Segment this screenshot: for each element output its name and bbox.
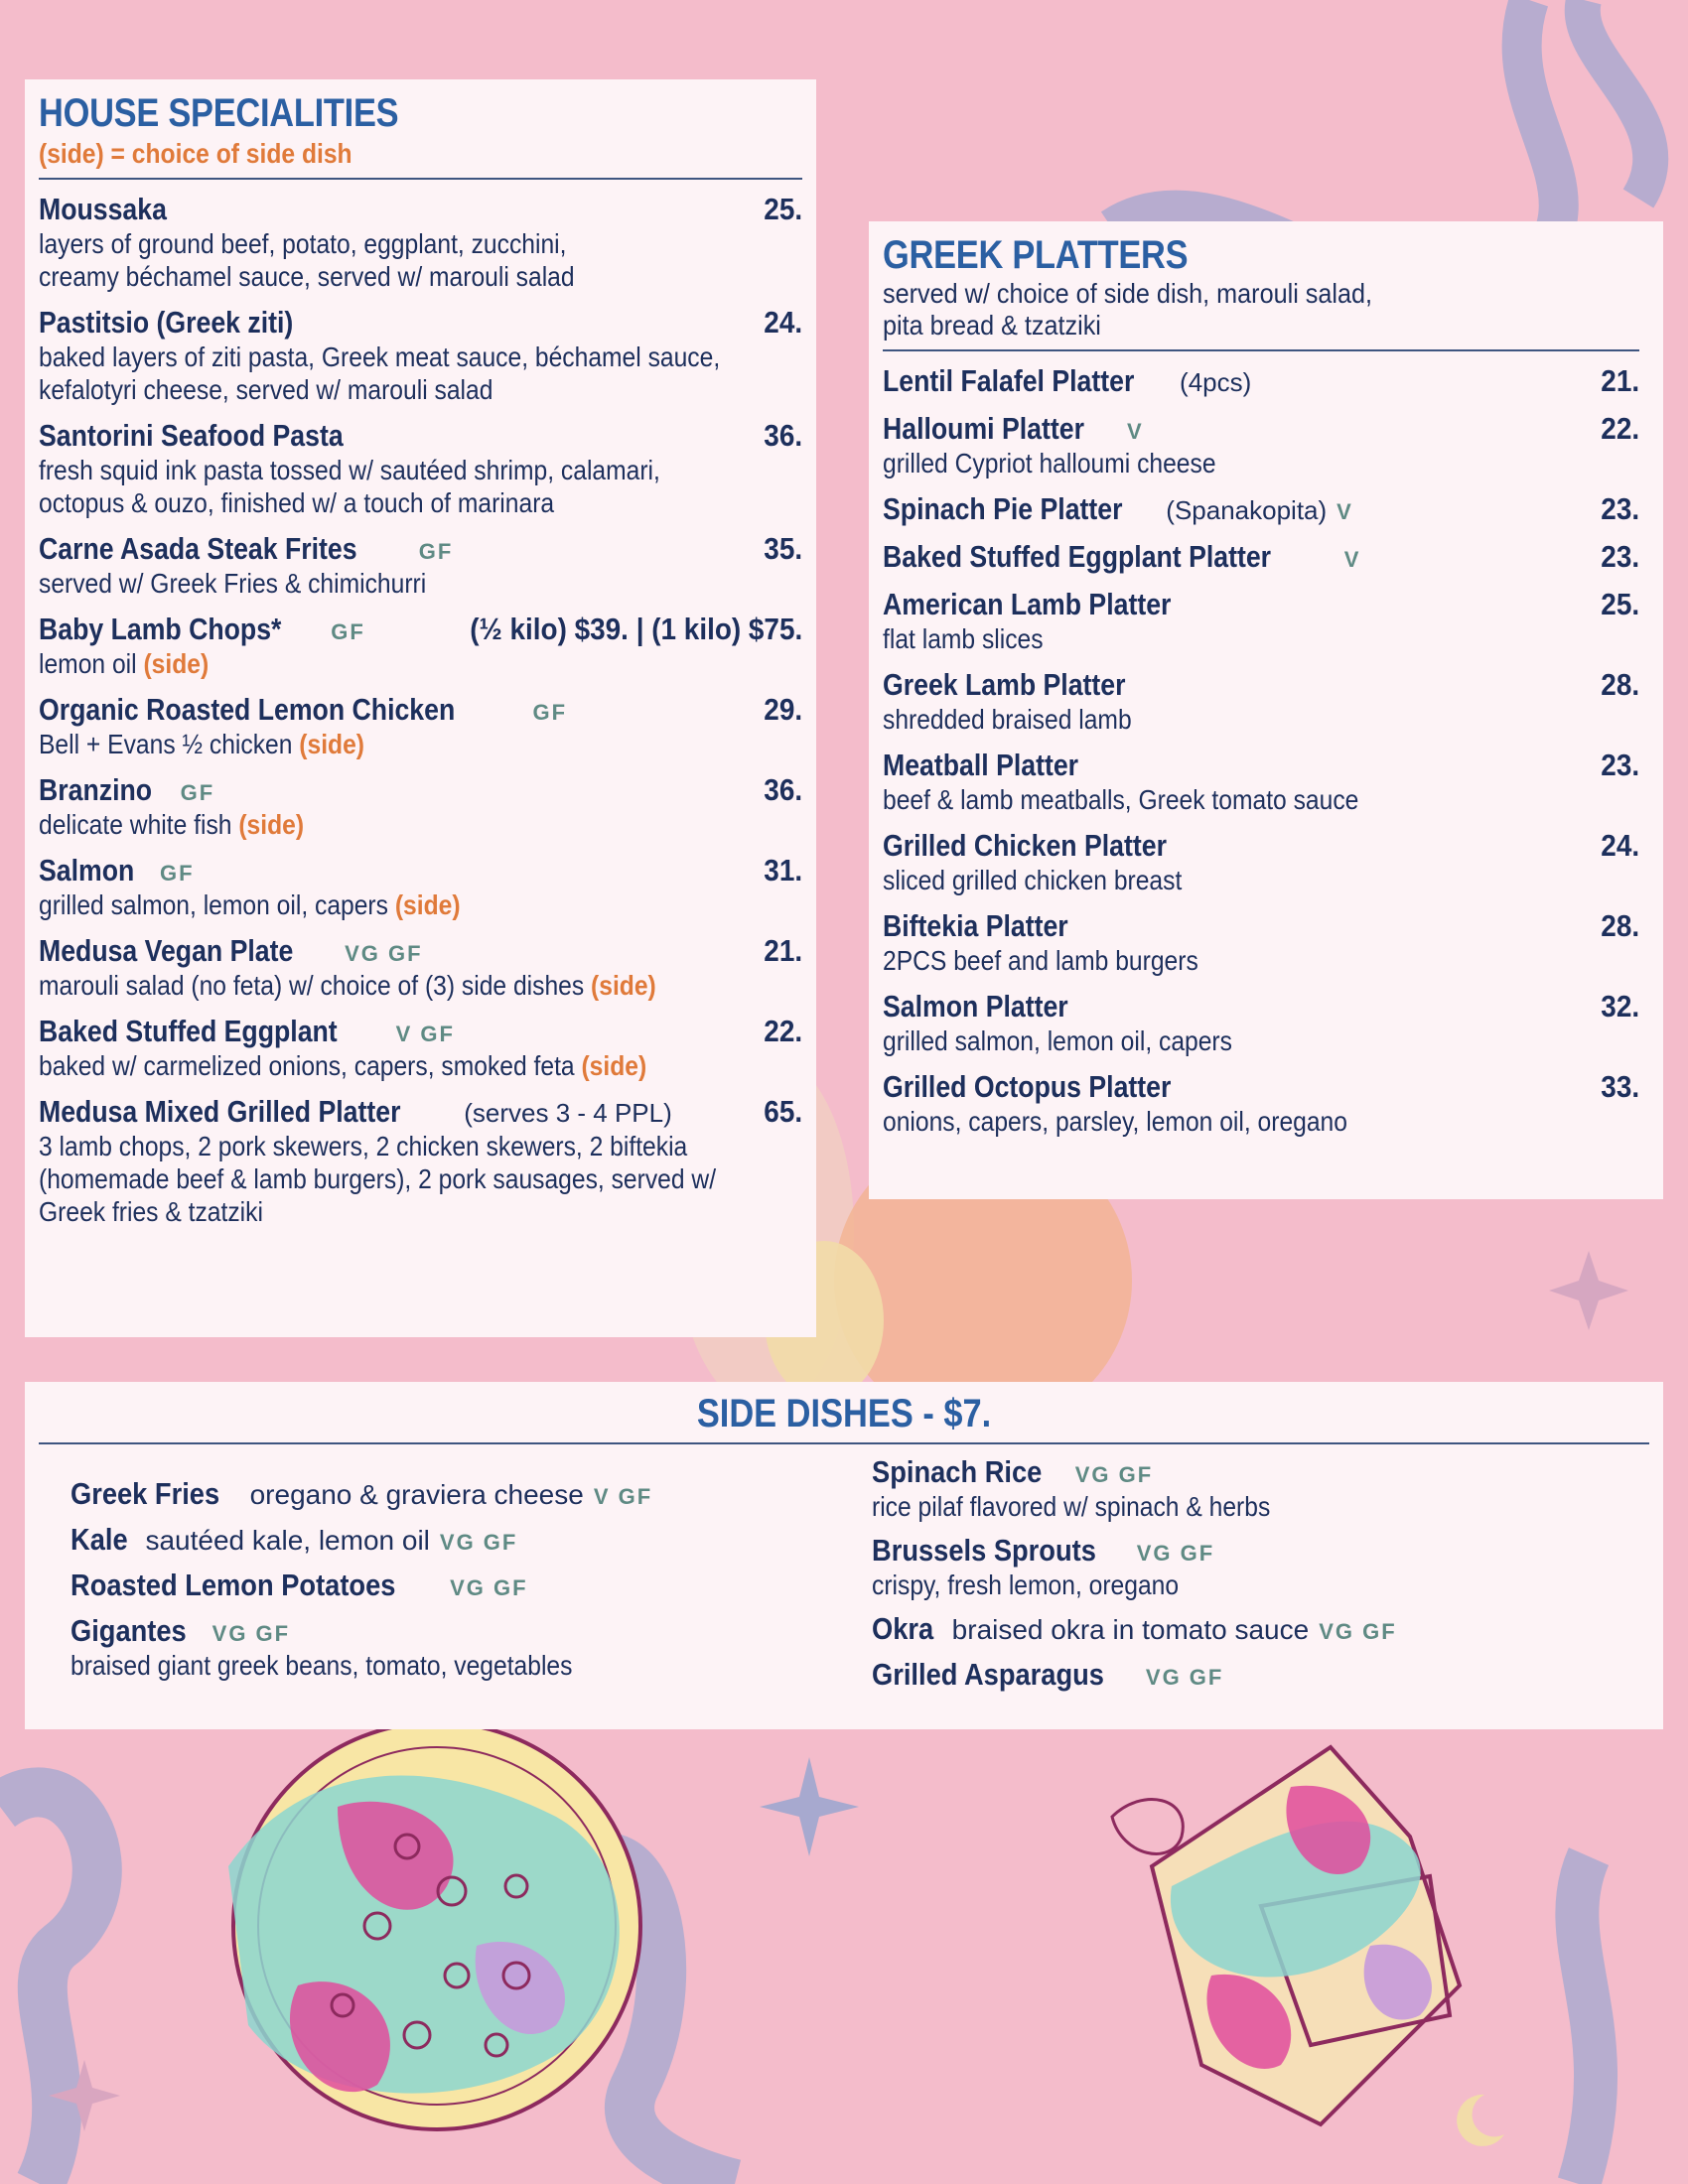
divider: [39, 1442, 1649, 1444]
item-description: lemon oil: [39, 648, 137, 679]
item-name: Lentil Falafel Platter: [883, 363, 1135, 398]
platter-grilled-octopus: [883, 1069, 1639, 1138]
item-name: Halloumi Platter: [883, 411, 1084, 446]
item-description: onions, capers, parsley, lemon oil, oregano: [883, 1106, 1347, 1137]
section-title: GREEK PLATTERS: [883, 233, 1189, 277]
item-description: delicate white fish: [39, 809, 232, 840]
diet-tags: VG GF: [1074, 1462, 1154, 1487]
platter-grilled-chicken: [883, 828, 1639, 896]
item-name: Salmon: [39, 853, 135, 887]
item-name: Medusa Vegan Plate: [39, 933, 294, 968]
item-description: marouli salad (no feta) w/ choice of (3) side dishes: [39, 970, 585, 1001]
menu-item-medusa-vegan-plate: [39, 933, 802, 1002]
side-dishes-section: [25, 1382, 1663, 1729]
item-name: Brussels Sprouts: [872, 1533, 1096, 1568]
section-title: HOUSE SPECIALITIES: [39, 91, 399, 135]
item-note: (Spanakopita): [1166, 495, 1328, 525]
diet-tags: VG GF: [1145, 1665, 1224, 1690]
diet-tags: VG GF: [1319, 1619, 1397, 1644]
item-description: 2PCS beef and lamb burgers: [883, 945, 1198, 976]
house-specialities-section: [25, 79, 816, 1337]
platter-biftekia: [883, 908, 1639, 977]
menu-item-baby-lamb-chops: [39, 612, 802, 680]
item-name: Organic Roasted Lemon Chicken: [39, 692, 456, 727]
item-name: Biftekia Platter: [883, 908, 1068, 943]
divider: [883, 349, 1639, 351]
diet-tags: V: [1336, 499, 1353, 524]
item-description: 3 lamb chops, 2 pork skewers, 2 chicken skewers, 2 biftekia: [39, 1131, 688, 1161]
menu-item-branzino: [39, 772, 802, 841]
item-price: 24.: [764, 305, 802, 340]
item-price: 23.: [1601, 491, 1639, 526]
item-description: braised okra in tomato sauce: [951, 1614, 1310, 1645]
item-description: baked layers of ziti pasta, Greek meat sauce, béchamel sauce,: [39, 341, 721, 372]
item-name: Moussaka: [39, 192, 167, 226]
item-description: (homemade beef & lamb burgers), 2 pork sausages, served w/: [39, 1163, 717, 1194]
item-description: layers of ground beef, potato, eggplant, zucchini,: [39, 228, 567, 259]
food-illustration-pita: [1112, 1747, 1460, 2124]
diet-tags: GF: [159, 861, 195, 886]
side-marker: (side): [591, 970, 656, 1001]
side-spinach-rice: [872, 1454, 1649, 1523]
item-description: crispy, fresh lemon, oregano: [872, 1570, 1180, 1600]
diet-tags: V: [1343, 547, 1361, 572]
item-name: Baby Lamb Chops*: [39, 612, 282, 646]
item-price: 35.: [764, 531, 802, 566]
section-subtitle: (side) = choice of side dish: [39, 138, 352, 169]
item-description: grilled Cypriot halloumi cheese: [883, 448, 1216, 478]
item-price: 65.: [764, 1094, 802, 1129]
greek-platters-section: [869, 221, 1663, 1199]
item-description: oregano & graviera cheese: [249, 1479, 584, 1510]
side-marker: (side): [581, 1050, 647, 1081]
diet-tags: V GF: [593, 1484, 653, 1509]
platter-lentil-falafel: [883, 363, 1639, 399]
item-price: 21.: [1601, 363, 1639, 398]
diet-tags: VG GF: [1136, 1541, 1215, 1566]
platter-greek-lamb: [883, 667, 1639, 736]
item-price: 31.: [764, 853, 802, 887]
side-gigantes: [70, 1613, 848, 1682]
item-description: grilled salmon, lemon oil, capers: [39, 889, 388, 920]
item-name: Carne Asada Steak Frites: [39, 531, 357, 566]
item-name: Baked Stuffed Eggplant: [39, 1014, 338, 1048]
item-name: Greek Lamb Platter: [883, 667, 1126, 702]
menu-item-baked-stuffed-eggplant: [39, 1014, 802, 1082]
item-price: 23.: [1601, 539, 1639, 574]
diet-tags: GF: [532, 700, 568, 725]
divider: [39, 178, 802, 180]
item-description: creamy béchamel sauce, served w/ marouli salad: [39, 261, 575, 292]
item-name: Spinach Pie Platter: [883, 491, 1123, 526]
item-price: 25.: [1601, 587, 1639, 621]
item-price: 32.: [1601, 989, 1639, 1024]
item-name: American Lamb Platter: [883, 587, 1172, 621]
diet-tags: VG GF: [439, 1530, 518, 1555]
diet-tags: V GF: [395, 1022, 455, 1046]
item-description: beef & lamb meatballs, Greek tomato sauce: [883, 784, 1359, 815]
menu-item-santorini-seafood-pasta: [39, 418, 802, 519]
item-name: Pastitsio (Greek ziti): [39, 305, 294, 340]
diet-tags: VG GF: [345, 941, 423, 966]
item-description: shredded braised lamb: [883, 704, 1132, 735]
side-kale: [70, 1522, 848, 1558]
side-marker: (side): [299, 729, 365, 759]
side-okra: [872, 1611, 1649, 1647]
side-marker: (side): [143, 648, 210, 679]
diet-tags: GF: [418, 539, 454, 564]
item-note: (4pcs): [1180, 367, 1252, 397]
item-price: (½ kilo) $39. | (1 kilo) $75.: [470, 612, 802, 646]
item-name: Meatball Platter: [883, 748, 1079, 782]
diet-tags: VG GF: [450, 1575, 528, 1600]
diet-tags: VG GF: [211, 1621, 291, 1646]
item-name: Grilled Asparagus: [872, 1657, 1104, 1692]
item-description: rice pilaf flavored w/ spinach & herbs: [872, 1491, 1271, 1522]
item-name: Okra: [872, 1611, 934, 1646]
item-name: Spinach Rice: [872, 1454, 1043, 1489]
platter-baked-stuffed-eggplant: [883, 539, 1639, 575]
item-description: braised giant greek beans, tomato, vegetables: [70, 1650, 573, 1681]
side-marker: (side): [394, 889, 461, 920]
item-price: 28.: [1601, 667, 1639, 702]
side-dishes-left-column: [39, 1454, 848, 1703]
menu-item-salmon: [39, 853, 802, 921]
item-price: 28.: [1601, 908, 1639, 943]
item-name: Baked Stuffed Eggplant Platter: [883, 539, 1272, 574]
side-greek-fries: [70, 1476, 848, 1512]
item-description: Bell + Evans ½ chicken: [39, 729, 293, 759]
side-brussels-sprouts: [872, 1533, 1649, 1601]
menu-item-moussaka: [39, 192, 802, 293]
item-price: 23.: [1601, 748, 1639, 782]
platter-halloumi: [883, 411, 1639, 479]
item-description: octopus & ouzo, finished w/ a touch of marinara: [39, 487, 555, 518]
menu-item-roasted-lemon-chicken: [39, 692, 802, 760]
item-description: Greek fries & tzatziki: [39, 1196, 263, 1227]
section-title: SIDE DISHES - $7.: [696, 1392, 992, 1435]
item-price: 36.: [764, 772, 802, 807]
platter-meatball: [883, 748, 1639, 816]
item-name: Salmon Platter: [883, 989, 1068, 1024]
item-name: Grilled Octopus Platter: [883, 1069, 1172, 1104]
item-description: sliced grilled chicken breast: [883, 865, 1183, 895]
item-name: Greek Fries: [70, 1476, 220, 1511]
item-price: 36.: [764, 418, 802, 453]
diet-tags: GF: [331, 619, 365, 644]
item-name: Gigantes: [70, 1613, 187, 1648]
item-description: kefalotyri cheese, served w/ marouli salad: [39, 374, 493, 405]
side-roasted-lemon-potatoes: [70, 1568, 848, 1603]
item-name: Santorini Seafood Pasta: [39, 418, 344, 453]
item-name: Grilled Chicken Platter: [883, 828, 1167, 863]
item-price: 29.: [764, 692, 802, 727]
platter-american-lamb: [883, 587, 1639, 655]
item-price: 24.: [1601, 828, 1639, 863]
item-name: Kale: [70, 1522, 128, 1557]
item-description: grilled salmon, lemon oil, capers: [883, 1025, 1232, 1056]
item-price: 21.: [764, 933, 802, 968]
platter-spinach-pie: [883, 491, 1639, 527]
item-description: served w/ Greek Fries & chimichurri: [39, 568, 427, 599]
menu-item-pastitsio: [39, 305, 802, 406]
section-subtitle: served w/ choice of side dish, marouli salad,: [883, 278, 1373, 309]
section-subtitle: pita bread & tzatziki: [883, 310, 1101, 341]
diet-tags: GF: [180, 780, 215, 805]
side-dishes-right-column: [848, 1454, 1649, 1703]
platter-salmon: [883, 989, 1639, 1057]
item-price: 25.: [764, 192, 802, 226]
item-price: 33.: [1601, 1069, 1639, 1104]
item-description: baked w/ carmelized onions, capers, smoked feta: [39, 1050, 575, 1081]
food-illustration-bowl: [228, 1722, 640, 2129]
item-price: 22.: [1601, 411, 1639, 446]
item-description: sautéed kale, lemon oil: [145, 1525, 430, 1556]
item-price: 22.: [764, 1014, 802, 1048]
item-name: Medusa Mixed Grilled Platter: [39, 1094, 401, 1129]
item-note: (serves 3 - 4 PPL): [464, 1098, 672, 1128]
side-grilled-asparagus: [872, 1657, 1649, 1693]
item-description: fresh squid ink pasta tossed w/ sautéed shrimp, calamari,: [39, 455, 660, 485]
menu-item-carne-asada: [39, 531, 802, 600]
item-name: Branzino: [39, 772, 153, 807]
side-marker: (side): [238, 809, 305, 840]
item-name: Roasted Lemon Potatoes: [70, 1568, 396, 1602]
menu-item-mixed-grilled-platter: [39, 1094, 802, 1228]
diet-tags: V: [1127, 419, 1144, 444]
item-description: flat lamb slices: [883, 623, 1044, 654]
